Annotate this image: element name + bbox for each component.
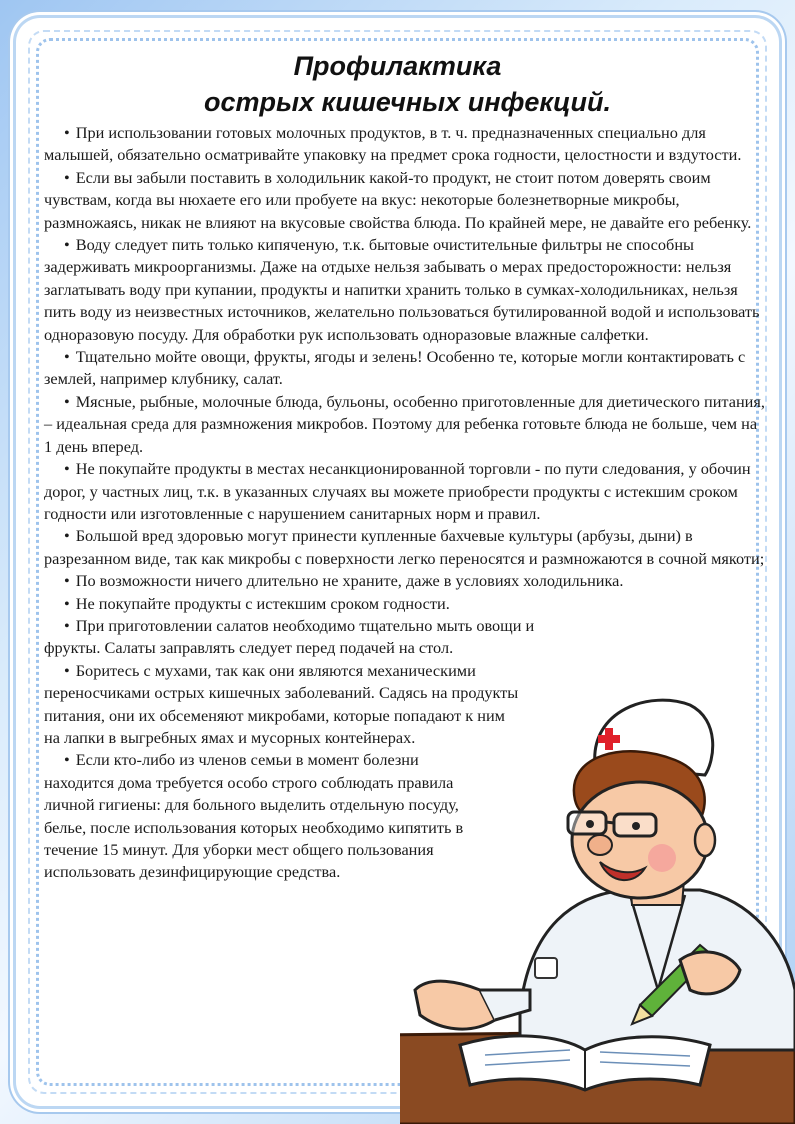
bullet-icon: • <box>64 750 70 770</box>
paragraph-text: Если вы забыли поставить в холодильник какой-то продукт, не стоит потом доверять своим чувствам, когда вы нюхаете его или пробуете на вкус: некоторые болезнетворные микробы, размножаясь, никак не влияют на вкусовые свойства блюда. По крайней мере, не давайте его ребенку. <box>44 167 752 232</box>
title-line-2: острых кишечных инфекций. <box>203 87 612 117</box>
title-line-1: Профилактика <box>293 51 502 81</box>
badge-icon <box>535 958 557 978</box>
bullet-icon: • <box>64 235 70 255</box>
doctor-coat <box>520 890 795 1050</box>
paragraph-fridge <box>44 167 768 234</box>
paragraph-dairy <box>44 122 768 167</box>
paragraph-meat <box>44 391 768 458</box>
paragraph-text: Боритесь с мухами, так как они являются механическими переносчиками острых кишечных заболеваний. Садясь на продукты питания, они их обсеменяют микробами, которые попадают к ним на лапки в выгребных ямах и мусорных контейнерах. <box>44 660 519 747</box>
paragraph-text: Не покупайте продукты с истекшим сроком годности. <box>75 593 450 613</box>
paragraph-wash <box>44 346 768 391</box>
page-title <box>0 48 795 120</box>
bullet-icon: • <box>64 660 70 680</box>
paragraph-trade <box>44 458 768 525</box>
paragraph-text: Мясные, рыбные, молочные блюда, бульоны, особенно приготовленные для диетического питания, – идеальная среда для размножения микробов. Поэтому для ребенка готовьте блюда не больше, чем на 1 день вперед. <box>44 391 765 456</box>
doctor-illustration <box>400 690 795 1124</box>
bullet-icon: • <box>64 615 70 635</box>
paragraph-text: Если кто-либо из членов семьи в момент болезни находится дома требуется особо строго соблюдать правила личной гигиены: для больного выделить отдельную посуду, белье, после использования которых необходимо кипятить в течение 15 минут. Для уборки мест общего пользования использовать дезинфицирующие средства. <box>44 750 464 882</box>
bullet-icon: • <box>64 593 70 613</box>
paragraph-text: Тщательно мойте овощи, фрукты, ягоды и зелень! Особенно те, которые могли контактировать с землей, например клубнику, салат. <box>44 347 746 389</box>
paragraph-text: При использовании готовых молочных продуктов, в т. ч. предназначенных специально для малышей, обязательно осматривайте упаковку на предмет срока годности, целостности и вздутости. <box>44 123 742 165</box>
paragraph-water <box>44 234 768 346</box>
paragraph-expired <box>44 593 768 615</box>
bullet-icon: • <box>64 391 70 411</box>
bullet-icon: • <box>64 526 70 546</box>
bullet-icon: • <box>64 347 70 367</box>
bullet-icon: • <box>64 459 70 479</box>
paragraph-text: Не покупайте продукты в местах несанкционированной торговли - по пути следования, у обочин дорог, у частных лиц, т.к. в указанных случаях вы можете приобрести продукты с истекшим сроком годности или изготовленные с нарушением санитарных норм и правил. <box>44 459 751 523</box>
paragraph-text: Большой вред здоровью могут принести купленные бахчевые культуры (арбузы, дыни) в разрезанном виде, так как микробы с поверхности легко переносятся и размножаются в сочной мякоти; <box>44 526 765 568</box>
left-hand <box>415 981 495 1029</box>
paragraph-melons <box>44 525 768 570</box>
bullet-icon: • <box>64 167 70 187</box>
bullet-icon: • <box>64 571 70 591</box>
paragraph-text: Воду следует пить только кипяченую, т.к. бытовые очистительные фильтры не способны задерживать микроорганизмы. Даже на отдыхе нельзя забывать о мерах предосторожности: нельзя заглатывать воду при купании, продукты и напитки хранить только в сумках-холодильниках, нельзя пить воду из неизвестных источников, желательно пользоваться бутилированной водой и использовать одноразовую посуду. Для обработки рук использовать одноразовые влажные салфетки. <box>44 235 760 344</box>
paragraph-salads <box>44 615 584 660</box>
paragraph-text: По возможности ничего длительно не храните, даже в условиях холодильника. <box>75 571 624 591</box>
paragraph-text: При приготовлении салатов необходимо тщательно мыть овощи и фрукты. Салаты заправлять следует перед подачей на стол. <box>44 615 535 658</box>
paragraph-storage <box>44 570 768 592</box>
bullet-icon: • <box>64 123 70 142</box>
